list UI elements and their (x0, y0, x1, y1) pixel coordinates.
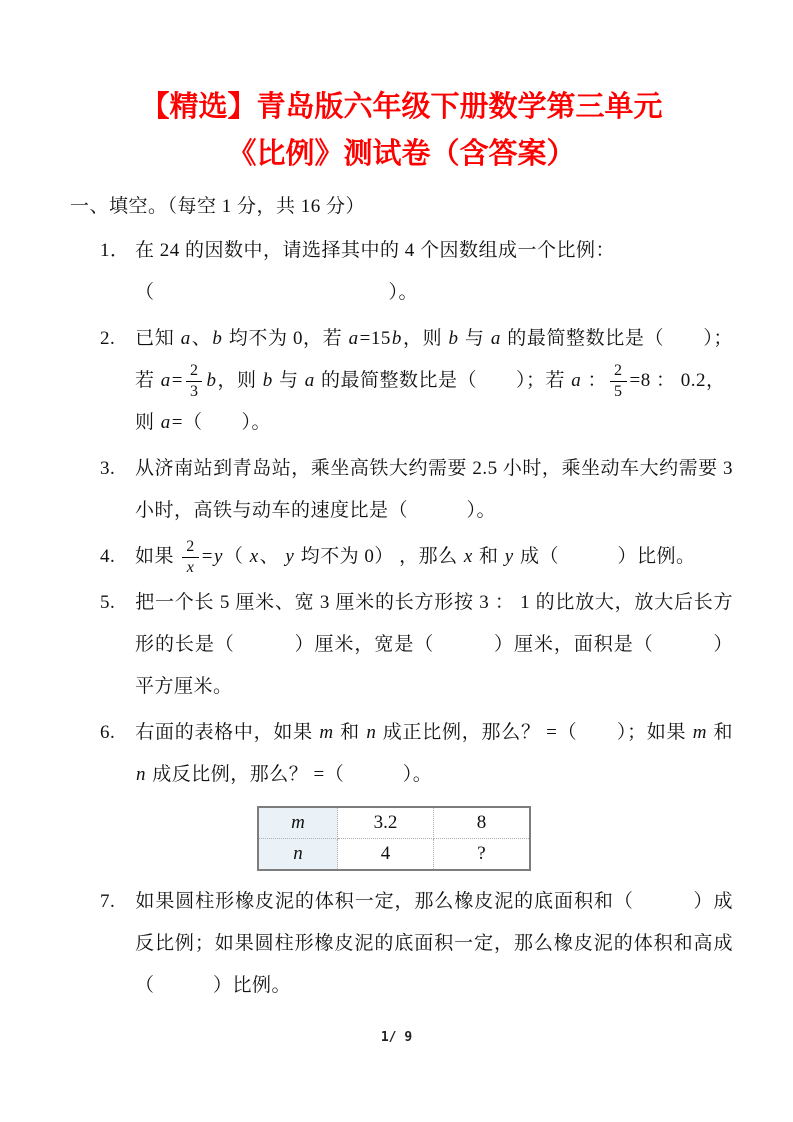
table-cell: 4 (338, 839, 434, 871)
question-6: 6. 右面的表格中，如果 m 和 n 成正比例，那么？ =（ ）；如果 m 和 n 成反比例，那么？ =（ ）。 (70, 712, 733, 796)
data-table-body (258, 807, 530, 870)
math-variable: x (249, 546, 259, 567)
fraction: $\frac{2}{5}$ (610, 362, 627, 401)
question-number: 7. (100, 891, 116, 912)
math-variable: a (180, 328, 191, 349)
question-list-top (70, 230, 733, 796)
paper-title-line2: 《比例》测试卷（含答案） (227, 138, 576, 170)
m-n-table-wrap (257, 806, 733, 871)
table-cell: ? (434, 839, 531, 871)
section-heading: 一、填空。（每空 1 分，共 16 分） (70, 196, 366, 217)
math-variable: n (366, 722, 377, 743)
math-variable: y (285, 546, 295, 567)
table-cell: 8 (434, 807, 531, 839)
math-variable: b (448, 328, 459, 349)
table-row (258, 807, 530, 839)
question-list-bottom (70, 881, 733, 1007)
math-variable: n (136, 764, 146, 785)
math-variable: a (571, 370, 582, 391)
math-variable: b (212, 328, 223, 349)
paper-title (70, 84, 733, 178)
math-variable: a (160, 370, 171, 391)
math-variable: a (490, 328, 501, 349)
math-variable: x (463, 546, 473, 567)
math-variable: a (348, 328, 359, 349)
math-variable: m (319, 722, 334, 743)
fraction: $\frac{2}{x}$ (182, 538, 199, 577)
page-number: 1/ 9 (380, 1030, 413, 1045)
question-1: 1． 在 24 的因数中，请选择其中的 4 个因数组成一个比例： （ ）。 (70, 230, 733, 314)
table-cell: 3.2 (338, 807, 434, 839)
math-variable: y (213, 546, 223, 567)
question-number: 6. (100, 722, 116, 743)
question-5: 5. 把一个长 5 厘米、宽 3 厘米的长方形按 3 ： 1 的比放大，放大后长方形的长是（ ）厘米，宽是（ ）厘米，面积是（ ）平方厘米。 (70, 582, 733, 708)
question-number: 3. (100, 458, 116, 479)
math-variable: a (160, 412, 171, 433)
question-number: 4. (100, 546, 116, 567)
m-n-table (257, 806, 531, 871)
math-variable: y (504, 546, 514, 567)
math-variable: b (391, 328, 402, 349)
question-number: 1． (100, 240, 130, 261)
question-number: 2. (100, 328, 116, 349)
table-row (258, 839, 530, 871)
math-variable: b (206, 370, 217, 391)
math-variable: a (304, 370, 315, 391)
math-variable: b (262, 370, 273, 391)
paper-title-line1: 【精选】青岛版六年级下册数学第三单元 (140, 91, 663, 123)
question-4: 4. 如果 $\frac{2}{x}$ =y（ x、 y 均不为 0） ，那么 x 和 y 成（ ）比例。 (70, 536, 733, 578)
question-7: 7. 如果圆柱形橡皮泥的体积一定，那么橡皮泥的底面积和（ ）成反比例；如果圆柱形橡皮泥的底面积一定，那么橡皮泥的体积和高成（ ）比例。 (70, 881, 733, 1007)
question-2: 2. 已知 a、b 均不为 0，若 a=15b，则 b 与 a 的最简整数比是（ ）；若 a= $\frac{2}{3}$ b，则 b 与 a 的最简整数比是（ ）；若 a ： $\frac{2}{5}$ =8 ： 0.2， 则 a=（ ）。 (70, 318, 733, 444)
table-row-header: m (258, 807, 338, 839)
fraction: $\frac{2}{3}$ (186, 362, 203, 401)
math-variable: m (692, 722, 707, 743)
question-number: 5. (100, 592, 116, 613)
question-3: 3. 从济南站到青岛站，乘坐高铁大约需要 2.5 小时，乘坐动车大约需要 3 小时，高铁与动车的速度比是（ ）。 (70, 448, 733, 532)
table-row-header: n (258, 839, 338, 871)
